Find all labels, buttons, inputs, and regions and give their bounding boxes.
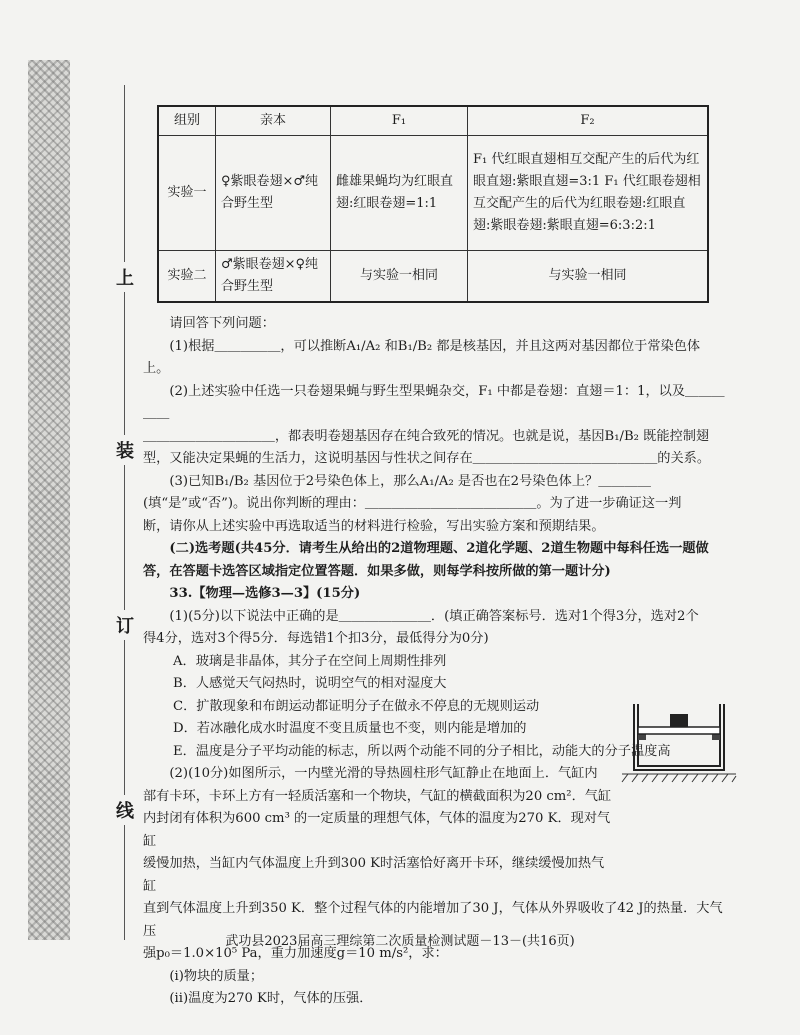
question-33-2-line-5: 直到气体温度上升到350 K．整个过程气体的内能增加了30 J，气体从外界吸收了42 J的热量．大气压	[143, 901, 723, 939]
question-33-1-line-1: (1)(5分)以下说法中正确的是＿＿＿＿＿＿＿．(填正确答案标号．选对1个得3分，选对2个	[169, 608, 699, 624]
question-3-line-1: (3)已知B₁/B₂ 基因位于2号染色体上，那么A₁/A₂ 是否也在2号染色体上？＿＿＿＿	[169, 473, 651, 489]
experiment-table	[157, 105, 709, 303]
row-parents: ♂紫眼卷翅×♀纯合野生型	[216, 251, 331, 303]
table-row	[158, 251, 708, 303]
question-3-line-2: (填“是”或“否”)。说出你判断的理由：＿＿＿＿＿＿＿＿＿＿＿＿＿。为了进一步确证这一判	[143, 496, 682, 511]
binding-char-top: 上	[116, 262, 134, 292]
question-33-2-line-6: 强p₀＝1.0×10⁵ Pa，重力加速度g＝10 m/s²，求：	[143, 946, 448, 961]
option-d: D．若冰融化成水时温度不变且质量也不变，则内能是增加的	[173, 721, 527, 736]
sub-question-1: (i)物块的质量；	[169, 968, 264, 984]
binding-char-middle: 装	[116, 435, 134, 465]
header-f2: F₂	[468, 106, 709, 136]
question-2-line-2: ＿＿＿＿＿＿＿＿＿＿，都表明卷翅基因存在纯合致死的情况。也就是说，基因B₁/B₂ 既能控制翅	[143, 428, 710, 444]
section-2-line-2: 答，在答题卡选答区域指定位置答题．如果多做，则每学科按所做的第一题计分)	[143, 563, 611, 579]
snap-ring-right	[712, 734, 720, 740]
question-body	[143, 313, 725, 1011]
option-e: E．温度是分子平均动能的标志，所以两个动能不同的分子相比，动能大的分子温度高	[173, 743, 671, 759]
table-header-row	[158, 106, 708, 136]
header-f1: F₁	[331, 106, 468, 136]
question-2-line-1: (2)上述实验中任选一只卷翅果蝇与野生型果蝇杂交，F₁ 中都是卷翅：直翅＝1：1，以及＿＿＿＿＿	[143, 383, 725, 421]
row-f2: 与实验一相同	[468, 251, 709, 303]
sub-question-2: (ii)温度为270 K时，气体的压强．	[169, 991, 373, 1006]
binding-char-lower: 订	[116, 610, 134, 640]
cylinder-wall	[634, 704, 724, 770]
intro-line: 请回答下列问题：	[169, 316, 275, 331]
question-33-2-line-3: 内封闭有体积为600 cm³ 的一定质量的理想气体，气体的温度为270 K．现对气缸	[143, 811, 611, 849]
question-33-title: 33.【物理—选修3—3】(15分)	[169, 586, 361, 601]
row-group: 实验二	[158, 251, 216, 303]
section-2-line-1: (二)选考题(共45分．请考生从给出的2道物理题、2道化学题、2道生物题中每科任选一题做	[169, 541, 709, 556]
question-1: (1)根据＿＿＿＿＿，可以推断A₁/A₂ 和B₁/B₂ 都是核基因，并且这两对基因都位于常染色体上。	[143, 338, 701, 376]
row-parents: ♀紫眼卷翅×♂纯合野生型	[216, 136, 331, 251]
option-b: B．人感觉天气闷热时，说明空气的相对湿度大	[173, 676, 447, 691]
row-group: 实验一	[158, 136, 216, 251]
question-3-line-3: 断，请你从上述实验中再选取适当的材料进行检验，写出实验方案和预期结果。	[143, 518, 605, 534]
option-c: C．扩散现象和布朗运动都证明分子在做永不停息的无规则运动	[173, 698, 540, 714]
page-footer: 武功县2023届高三理综第二次质量检测试题－13－(共16页)	[225, 934, 575, 949]
header-group: 组别	[158, 106, 216, 136]
question-33-2-line-1: (2)(10分)如图所示，一内壁光滑的导热圆柱形气缸静止在地面上．气缸内	[169, 766, 598, 781]
question-2-line-3: 型，又能决定果蝇的生活力，这说明基因与性状之间存在＿＿＿＿＿＿＿＿＿＿＿＿＿＿的关系。	[143, 451, 711, 466]
table-row	[158, 136, 708, 251]
question-33-2-line-2: 部有卡环，卡环上方有一轻质活塞和一个物块，气缸的横截面积为20 cm²．气缸	[143, 788, 612, 804]
row-f1: 雌雄果蝇均为红眼直翅:红眼卷翅=1:1	[331, 136, 468, 251]
binding-margin-pattern	[28, 60, 70, 940]
row-f1: 与实验一相同	[331, 251, 468, 303]
row-f2: F₁ 代红眼直翅相互交配产生的后代为红眼直翅:紫眼直翅=3:1 F₁ 代红眼卷翅相互交配产生的后代为红眼卷翅:红眼直翅:紫眼卷翅:紫眼直翅=6:3:2:1	[468, 136, 709, 251]
question-33-1-line-2: 得4分，选对3个得5分．每选错1个扣3分，最低得分为0分)	[143, 631, 489, 646]
cylinder-figure	[620, 700, 738, 784]
block	[670, 714, 688, 727]
snap-ring-left	[638, 734, 646, 740]
question-33-2-line-4: 缓慢加热，当缸内气体温度上升到300 K时活塞恰好离开卡环，继续缓慢加热气缸	[143, 856, 605, 894]
piston	[638, 727, 720, 734]
ground-hatching	[622, 774, 736, 782]
header-parents: 亲本	[216, 106, 331, 136]
option-a: A．玻璃是非晶体，其分子在空间上周期性排列	[173, 653, 447, 669]
binding-char-bottom: 线	[116, 795, 134, 825]
